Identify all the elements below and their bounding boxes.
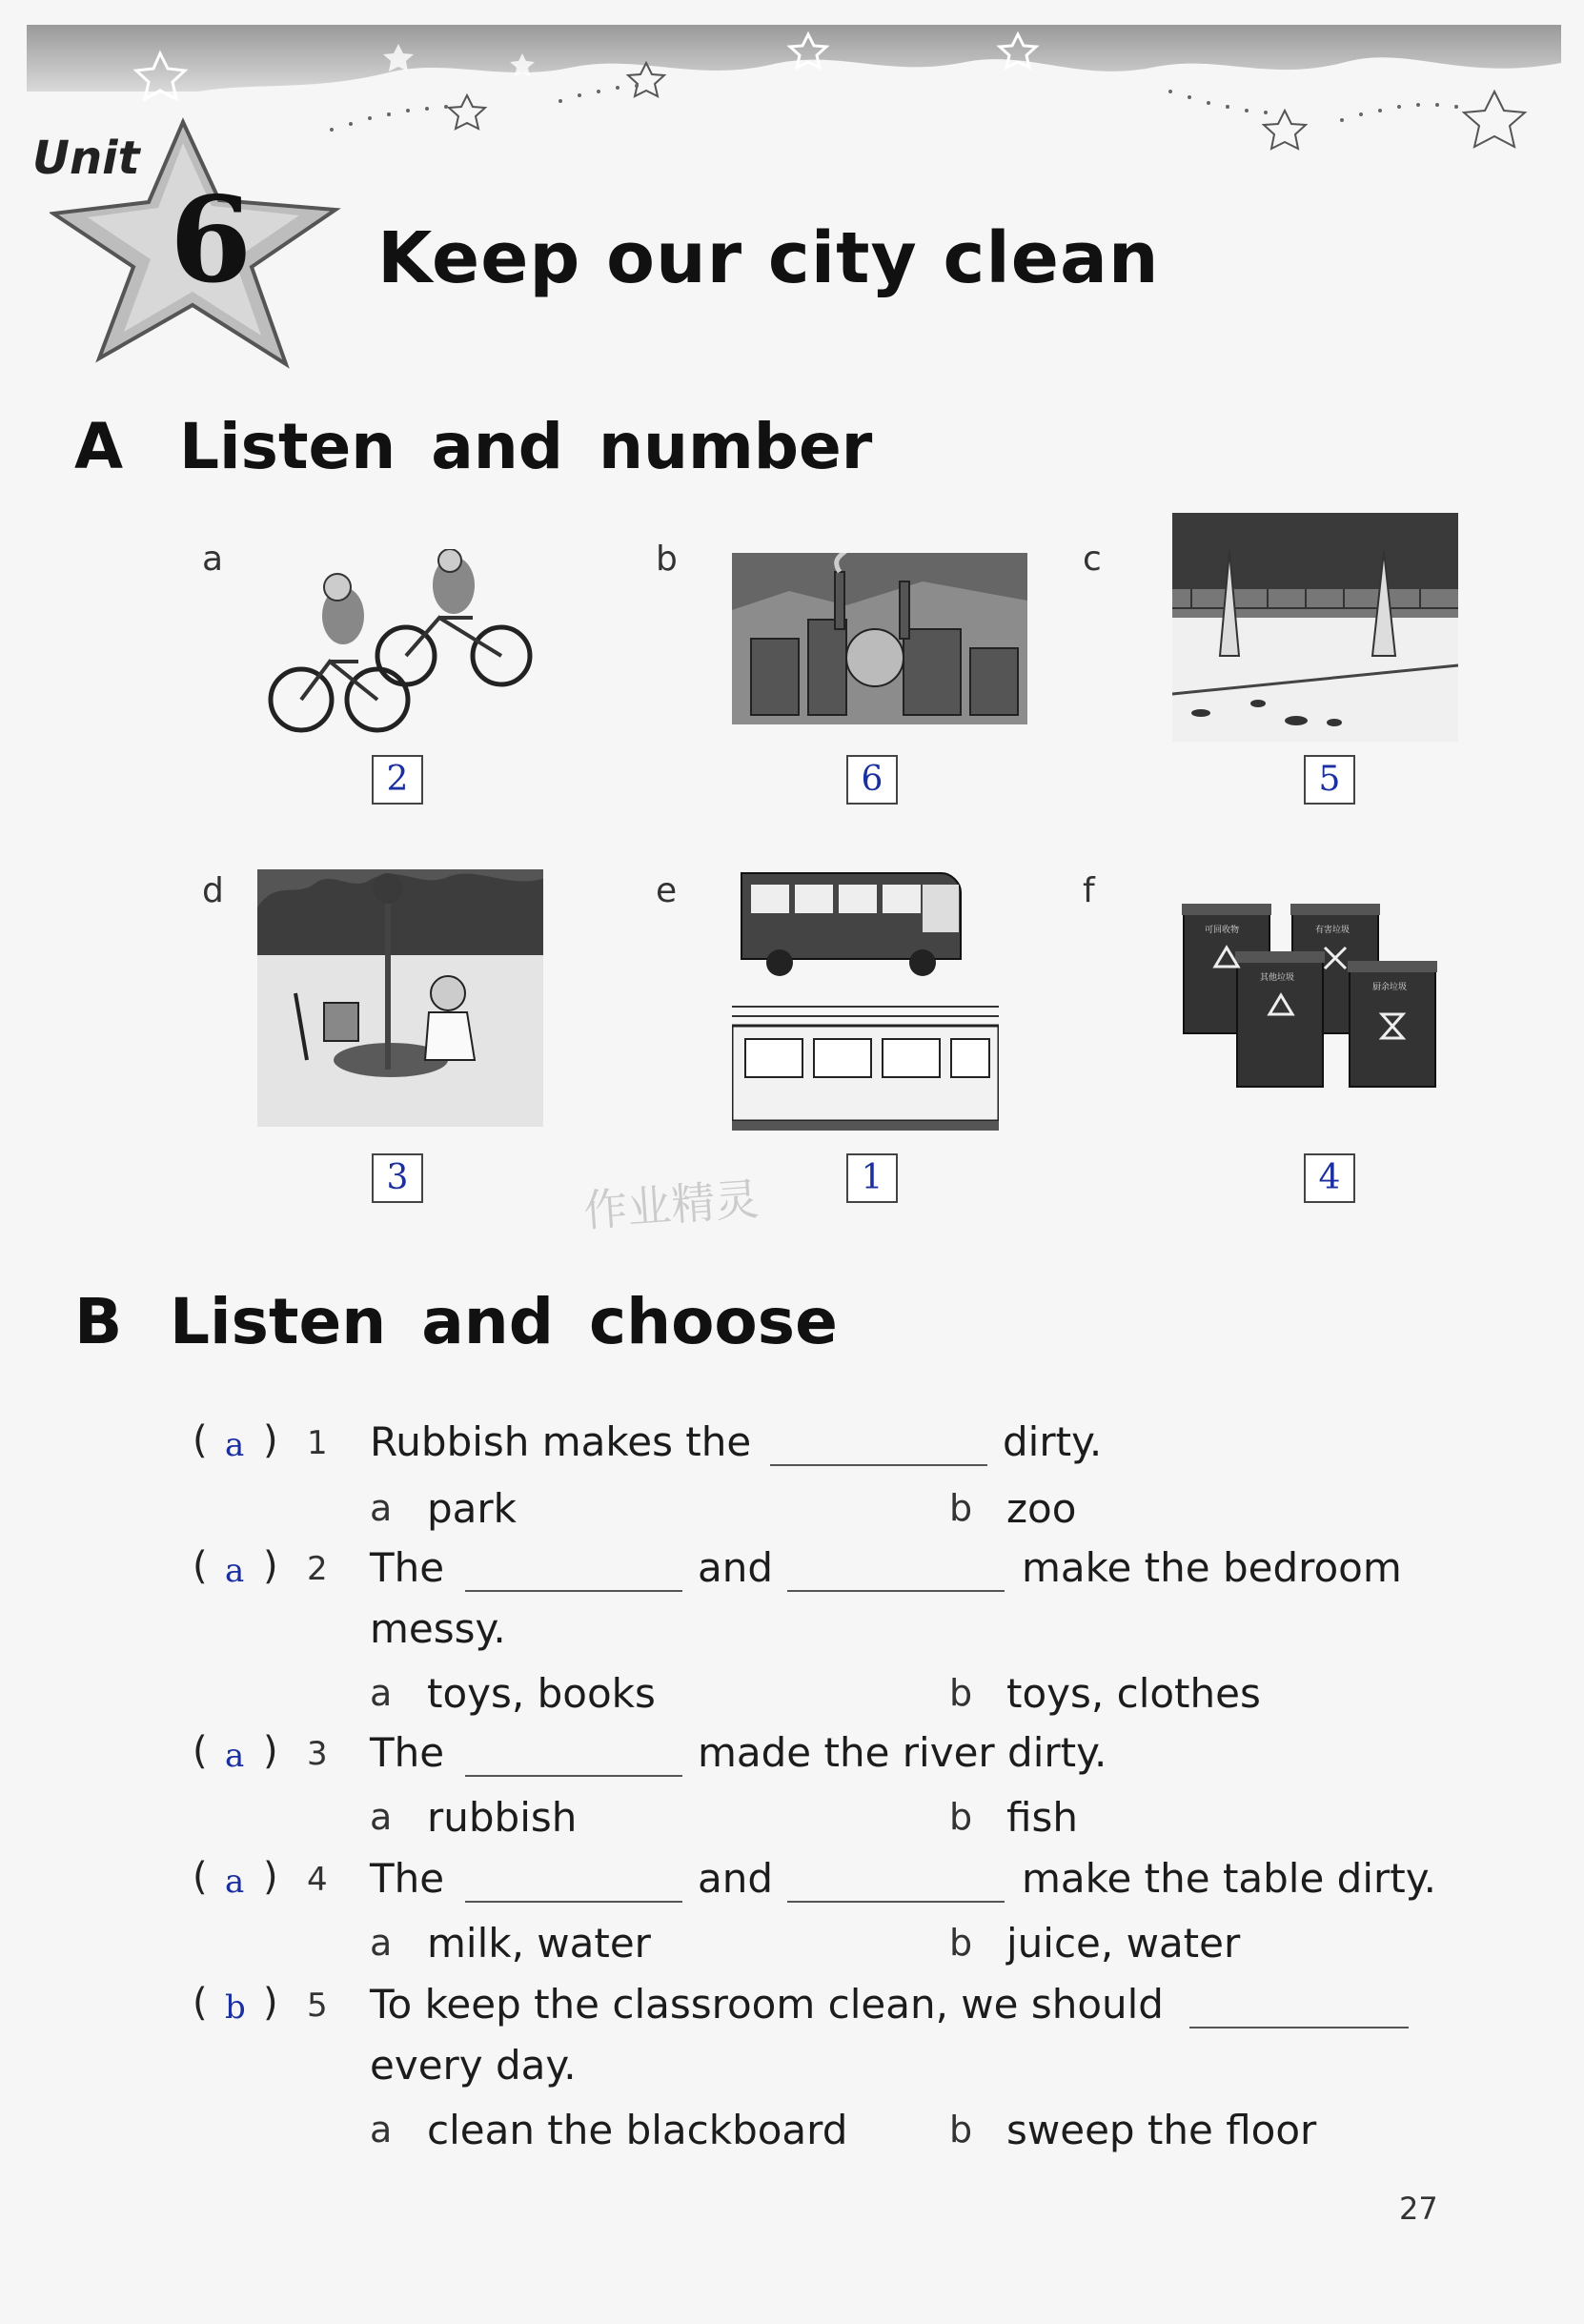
blank-line[interactable] (787, 1901, 1005, 1903)
question-3-number: 3 (307, 1735, 328, 1773)
question-2-option-b[interactable]: toys, clothes (1006, 1670, 1261, 1717)
question-5-option-a[interactable]: clean the blackboard (427, 2107, 848, 2153)
question-1-number: 1 (307, 1424, 328, 1462)
option-b-letter: b (949, 1672, 973, 1714)
question-3-option-b[interactable]: fish (1006, 1794, 1078, 1841)
answer-box-b[interactable]: 6 (846, 755, 898, 805)
question-4-number: 4 (307, 1861, 328, 1899)
question-2-text-end: make the bedroom (1022, 1544, 1402, 1591)
blank-line[interactable] (1189, 2027, 1409, 2028)
bin-label-recyclable: 可回收物 (1205, 926, 1240, 935)
section-b-heading (74, 1285, 838, 1358)
option-a-letter: a (370, 1487, 393, 1529)
paren-open: ( (193, 1418, 208, 1462)
question-1-text-end: dirty. (1003, 1418, 1103, 1465)
paren-open: ( (193, 1855, 208, 1899)
bin-label-other: 其他垃圾 (1260, 973, 1295, 983)
question-4-text-end: make the table dirty. (1022, 1855, 1436, 1902)
sorting-bins-picture (1182, 900, 1449, 1091)
question-4-text-and: and (698, 1855, 774, 1902)
question-1-text: Rubbish makes the (370, 1418, 752, 1465)
question-4-option-b[interactable]: juice, water (1006, 1920, 1241, 1967)
picture-b-letter: b (656, 540, 678, 579)
bin-label-hazardous: 有害垃圾 (1315, 926, 1350, 935)
picture-c-letter: c (1083, 540, 1102, 579)
question-2-text: The (370, 1544, 445, 1591)
blank-line[interactable] (787, 1590, 1005, 1592)
paren-close: ) (263, 1855, 278, 1899)
bus-and-train-picture (732, 864, 999, 1140)
answer-box-a[interactable]: 2 (372, 755, 423, 805)
bin-label-kitchen: 厨余垃圾 (1372, 983, 1408, 992)
paren-close: ) (263, 1729, 278, 1773)
question-2-number: 2 (307, 1550, 328, 1588)
paren-close: ) (263, 1418, 278, 1462)
section-a-title: Listen and number (179, 410, 873, 483)
question-1-option-a[interactable]: park (427, 1485, 517, 1532)
unit-number: 6 (170, 172, 253, 310)
section-a-letter: A (74, 410, 124, 483)
option-b-letter: b (949, 1487, 973, 1529)
section-b-title: Listen and choose (170, 1285, 838, 1358)
question-5-text-wrap: every day. (370, 2042, 577, 2089)
littered-street-picture (1172, 513, 1458, 742)
option-a-letter: a (370, 2109, 393, 2151)
tree-planting-picture (257, 869, 543, 1127)
question-5-text: To keep the classroom clean, we should (370, 1981, 1164, 2028)
picture-d-letter: d (202, 871, 224, 910)
page-title: Keep our city clean (377, 217, 1160, 299)
picture-e-letter: e (656, 871, 678, 910)
question-4-answer[interactable]: a (225, 1863, 245, 1901)
question-4-option-a[interactable]: milk, water (427, 1920, 651, 1967)
watermark-text: 作业精灵 (581, 1172, 761, 1237)
paren-open: ( (193, 1544, 208, 1588)
paren-close: ) (263, 1981, 278, 2025)
question-1-answer[interactable]: a (225, 1426, 245, 1464)
answer-box-e[interactable]: 1 (846, 1153, 898, 1203)
question-3-option-a[interactable]: rubbish (427, 1794, 578, 1841)
factory-picture (732, 553, 1027, 724)
unit-label: Unit (32, 132, 140, 185)
question-2-text-and: and (698, 1544, 774, 1591)
option-b-letter: b (949, 2109, 973, 2151)
option-a-letter: a (370, 1796, 393, 1838)
paren-open: ( (193, 1729, 208, 1773)
section-b-letter: B (74, 1285, 123, 1358)
answer-box-d[interactable]: 3 (372, 1153, 423, 1203)
question-3-answer[interactable]: a (225, 1737, 245, 1775)
picture-f-letter: f (1083, 871, 1095, 910)
cyclists-picture (263, 549, 539, 740)
blank-line[interactable] (465, 1590, 682, 1592)
question-4-text: The (370, 1855, 445, 1902)
option-a-letter: a (370, 1922, 393, 1964)
option-b-letter: b (949, 1922, 973, 1964)
question-5-answer[interactable]: b (225, 1988, 246, 2027)
paren-open: ( (193, 1981, 208, 2025)
blank-line[interactable] (770, 1464, 987, 1466)
answer-box-c[interactable]: 5 (1304, 755, 1355, 805)
question-3-text-end: made the river dirty. (698, 1729, 1107, 1776)
question-2-text-wrap: messy. (370, 1605, 506, 1652)
question-5-number: 5 (307, 1987, 328, 2025)
blank-line[interactable] (465, 1775, 682, 1777)
blank-line[interactable] (465, 1901, 682, 1903)
question-2-answer[interactable]: a (225, 1552, 245, 1590)
question-2-option-a[interactable]: toys, books (427, 1670, 656, 1717)
page-number: 27 (1399, 2191, 1438, 2227)
option-b-letter: b (949, 1796, 973, 1838)
question-5-option-b[interactable]: sweep the floor (1006, 2107, 1317, 2153)
question-3-text: The (370, 1729, 445, 1776)
question-1-option-b[interactable]: zoo (1006, 1485, 1077, 1532)
answer-box-f[interactable]: 4 (1304, 1153, 1355, 1203)
section-a-heading (74, 410, 872, 483)
picture-a-letter: a (202, 540, 224, 579)
paren-close: ) (263, 1544, 278, 1588)
option-a-letter: a (370, 1672, 393, 1714)
